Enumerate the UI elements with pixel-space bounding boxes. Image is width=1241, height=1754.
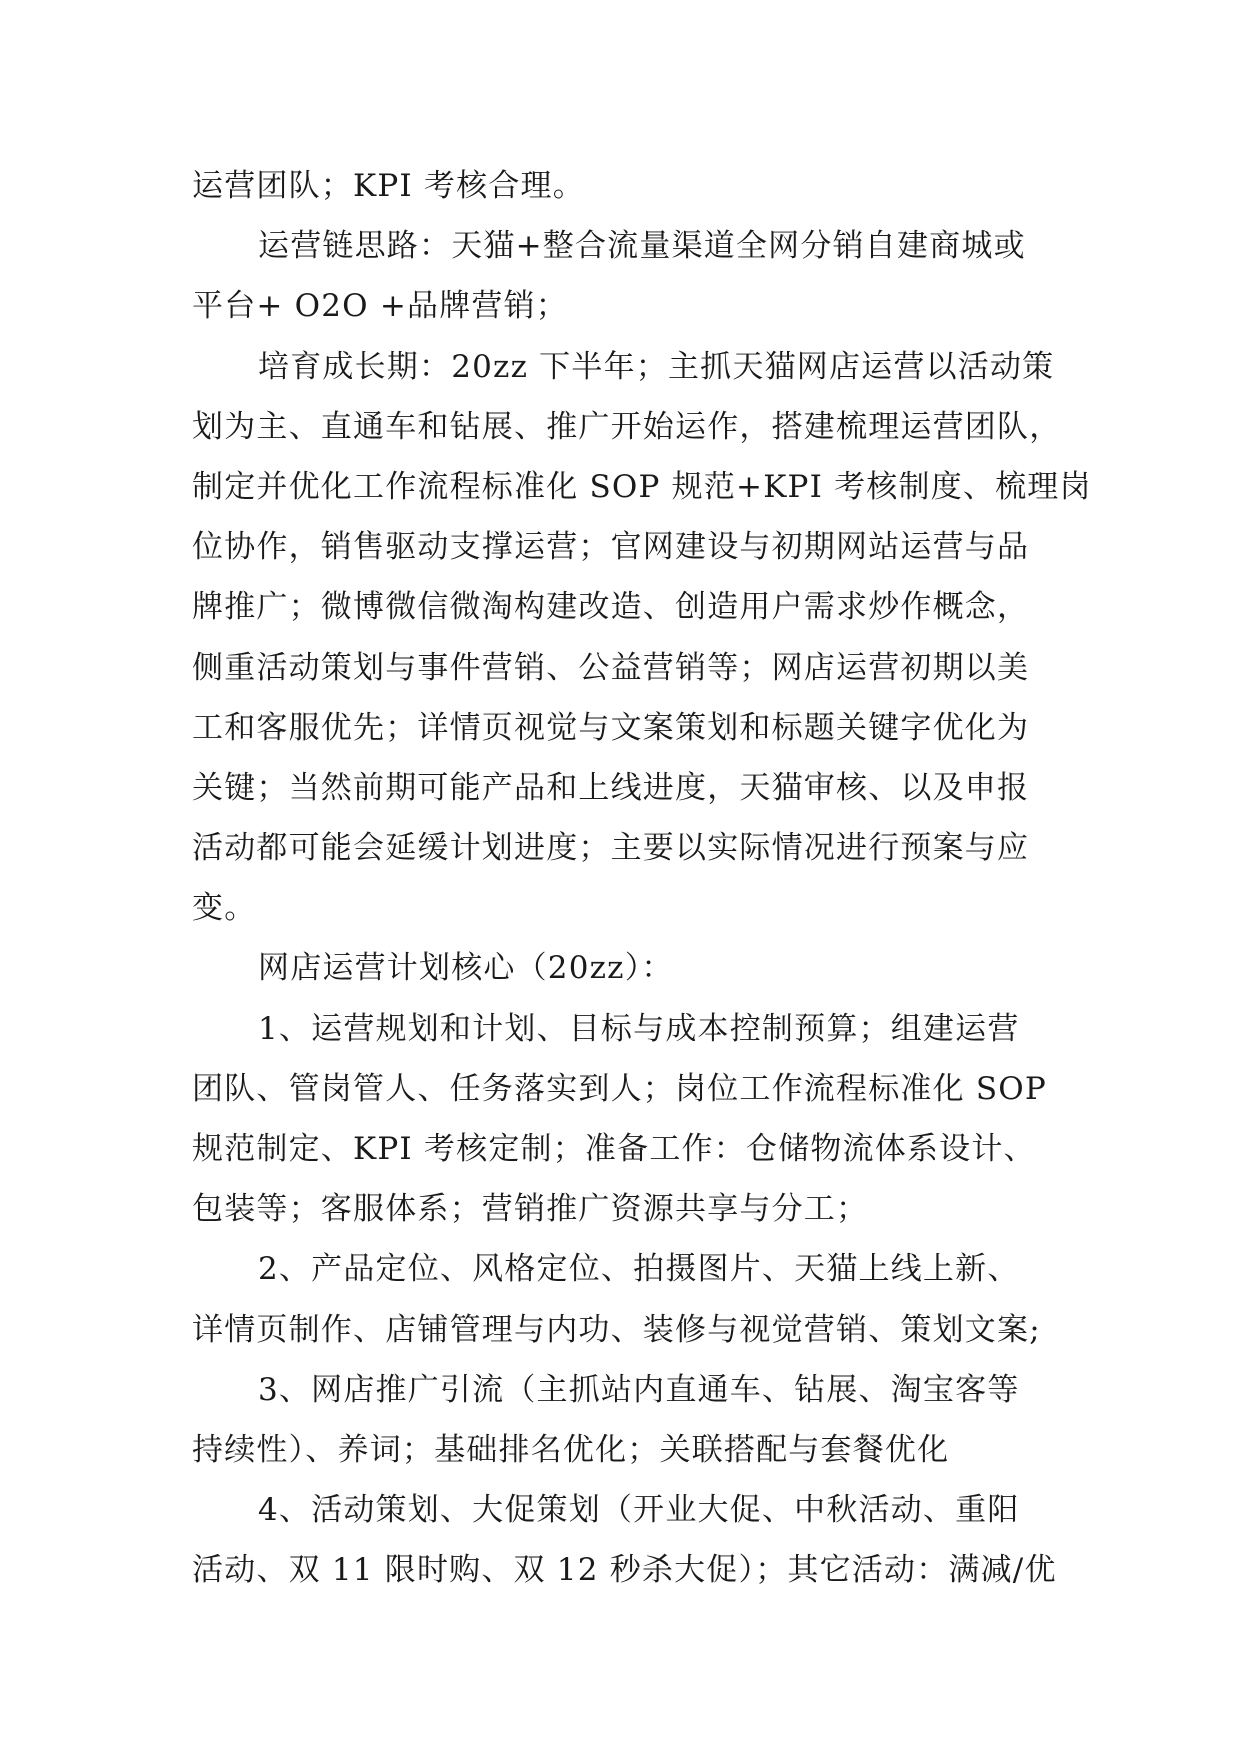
list-item-line: 3、网店推广引流（主抓站内直通车、钻展、淘宝客等 — [258, 1371, 1020, 1408]
paragraph-line: 培育成长期：20zz 下半年；主抓天猫网店运营以活动策 — [258, 348, 1055, 385]
paragraph-line: 运营链思路：天猫+整合流量渠道全网分销自建商城或 — [258, 228, 1026, 265]
list-item-line: 详情页制作、店铺管理与内功、装修与视觉营销、策划文案; — [192, 1311, 1041, 1348]
paragraph-line: 划为主、直通车和钻展、推广开始运作，搭建梳理运营团队， — [192, 408, 1062, 445]
list-item-line: 活动、双 11 限时购、双 12 秒杀大促）；其它活动：满减/优 — [192, 1552, 1057, 1589]
paragraph-line: 工和客服优先；详情页视觉与文案策划和标题关键字优化为 — [192, 709, 1030, 746]
paragraph-line: 平台+ O2O +品牌营销； — [192, 288, 569, 325]
list-item-line: 规范制定、KPI 考核定制；准备工作：仓储物流体系设计、 — [192, 1131, 1036, 1167]
list-item-line: 团队、管岗管人、任务落实到人；岗位工作流程标准化 SOP — [192, 1070, 1047, 1107]
paragraph-line: 位协作，销售驱动支撑运营；官网建设与初期网站运营与品 — [192, 529, 1030, 566]
list-item-line: 包装等；客服体系；营销推广资源共享与分工； — [192, 1191, 869, 1228]
paragraph-line: 变。 — [192, 890, 257, 927]
paragraph-line: 制定并优化工作流程标准化 SOP 规范+KPI 考核制度、梳理岗 — [192, 468, 1092, 505]
paragraph-line: 关键；当然前期可能产品和上线进度，天猫审核、以及申报 — [192, 769, 1030, 806]
paragraph-line: 侧重活动策划与事件营销、公益营销等；网店运营初期以美 — [192, 649, 1030, 686]
paragraph-line: 牌推广；微博微信微淘构建改造、创造用户需求炒作概念， — [192, 589, 1030, 626]
list-item-line: 1、运营规划和计划、目标与成本控制预算；组建运营 — [258, 1010, 1020, 1047]
list-item-line: 4、活动策划、大促策划（开业大促、中秋活动、重阳 — [258, 1492, 1020, 1529]
paragraph-line: 运营团队；KPI 考核合理。 — [192, 168, 585, 204]
body-text — [192, 156, 1092, 1601]
list-item-line: 持续性）、养词；基础排名优化；关联搭配与套餐优化 — [192, 1431, 950, 1468]
list-item-line: 2、产品定位、风格定位、拍摄图片、天猫上线上新、 — [258, 1251, 1020, 1288]
section-heading: 网店运营计划核心（20zz）： — [258, 950, 674, 987]
paragraph-line: 活动都可能会延缓计划进度；主要以实际情况进行预案与应 — [192, 830, 1030, 867]
